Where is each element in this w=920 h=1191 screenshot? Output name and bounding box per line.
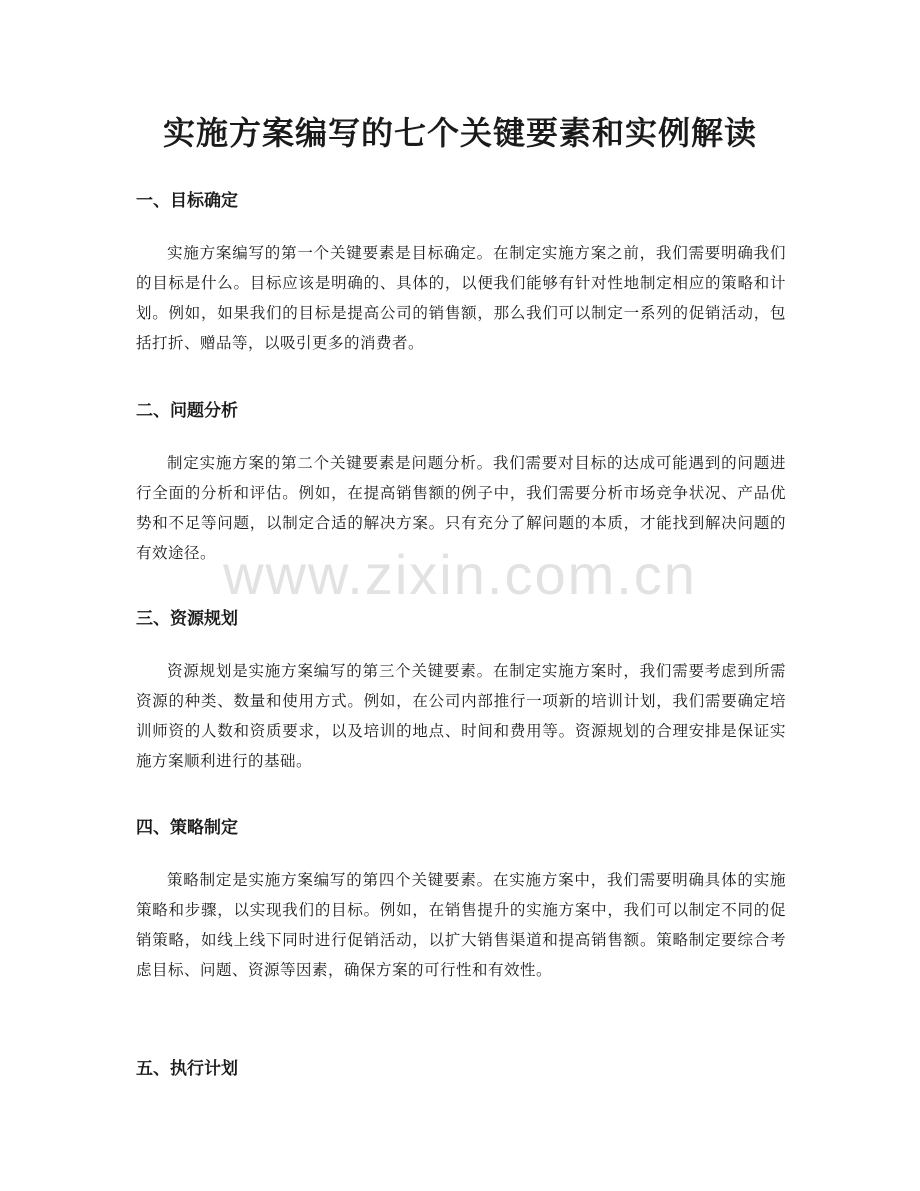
section-heading: 五、执行计划 [136,1059,238,1079]
document-title: 实施方案编写的七个关键要素和实例解读 [162,114,757,152]
section-paragraph: 制定实施方案的第二个关键要素是问题分析。我们需要对目标的达成可能遇到的问题进行全面的分析和评估。例如，在提高销售额的例子中，我们需要分析市场竞争状况、产品优势和不足等问题，以制定合适的解决方案。只有充分了解问题的本质，才能找到解决问题的有效途径。 [136,454,786,562]
section-strategy [136,815,786,985]
section-problem-analysis [136,398,786,568]
section-heading: 二、问题分析 [136,401,238,421]
section-paragraph: 策略制定是实施方案编写的第四个关键要素。在实施方案中，我们需要明确具体的实施策略和步骤，以实现我们的目标。例如，在销售提升的实施方案中，我们可以制定不同的促销策略，如线上线下同时进行促销活动，以扩大销售渠道和提高销售额。策略制定要综合考虑目标、问题、资源等因素，确保方案的可行性和有效性。 [136,871,786,979]
section-heading: 四、策略制定 [136,818,238,838]
section-resource-planning [136,606,786,776]
section-paragraph: 实施方案编写的第一个关键要素是目标确定。在制定实施方案之前，我们需要明确我们的目标是什么。目标应该是明确的、具体的，以便我们能够有针对性地制定相应的策略和计划。例如，如果我们的目标是提高公司的销售额，那么我们可以制定一系列的促销活动，包括打折、赠品等，以吸引更多的消费者。 [136,244,786,352]
watermark: www.zixin.com.cn [223,543,697,606]
section-execution-plan [136,1056,786,1082]
section-goal [136,188,786,358]
section-paragraph: 资源规划是实施方案编写的第三个关键要素。在制定实施方案时，我们需要考虑到所需资源的种类、数量和使用方式。例如，在公司内部推行一项新的培训计划，我们需要确定培训师资的人数和资质要求，以及培训的地点、时间和费用等。资源规划的合理安排是保证实施方案顺利进行的基础。 [136,662,786,770]
section-heading: 一、目标确定 [136,191,238,211]
section-heading: 三、资源规划 [136,609,238,629]
